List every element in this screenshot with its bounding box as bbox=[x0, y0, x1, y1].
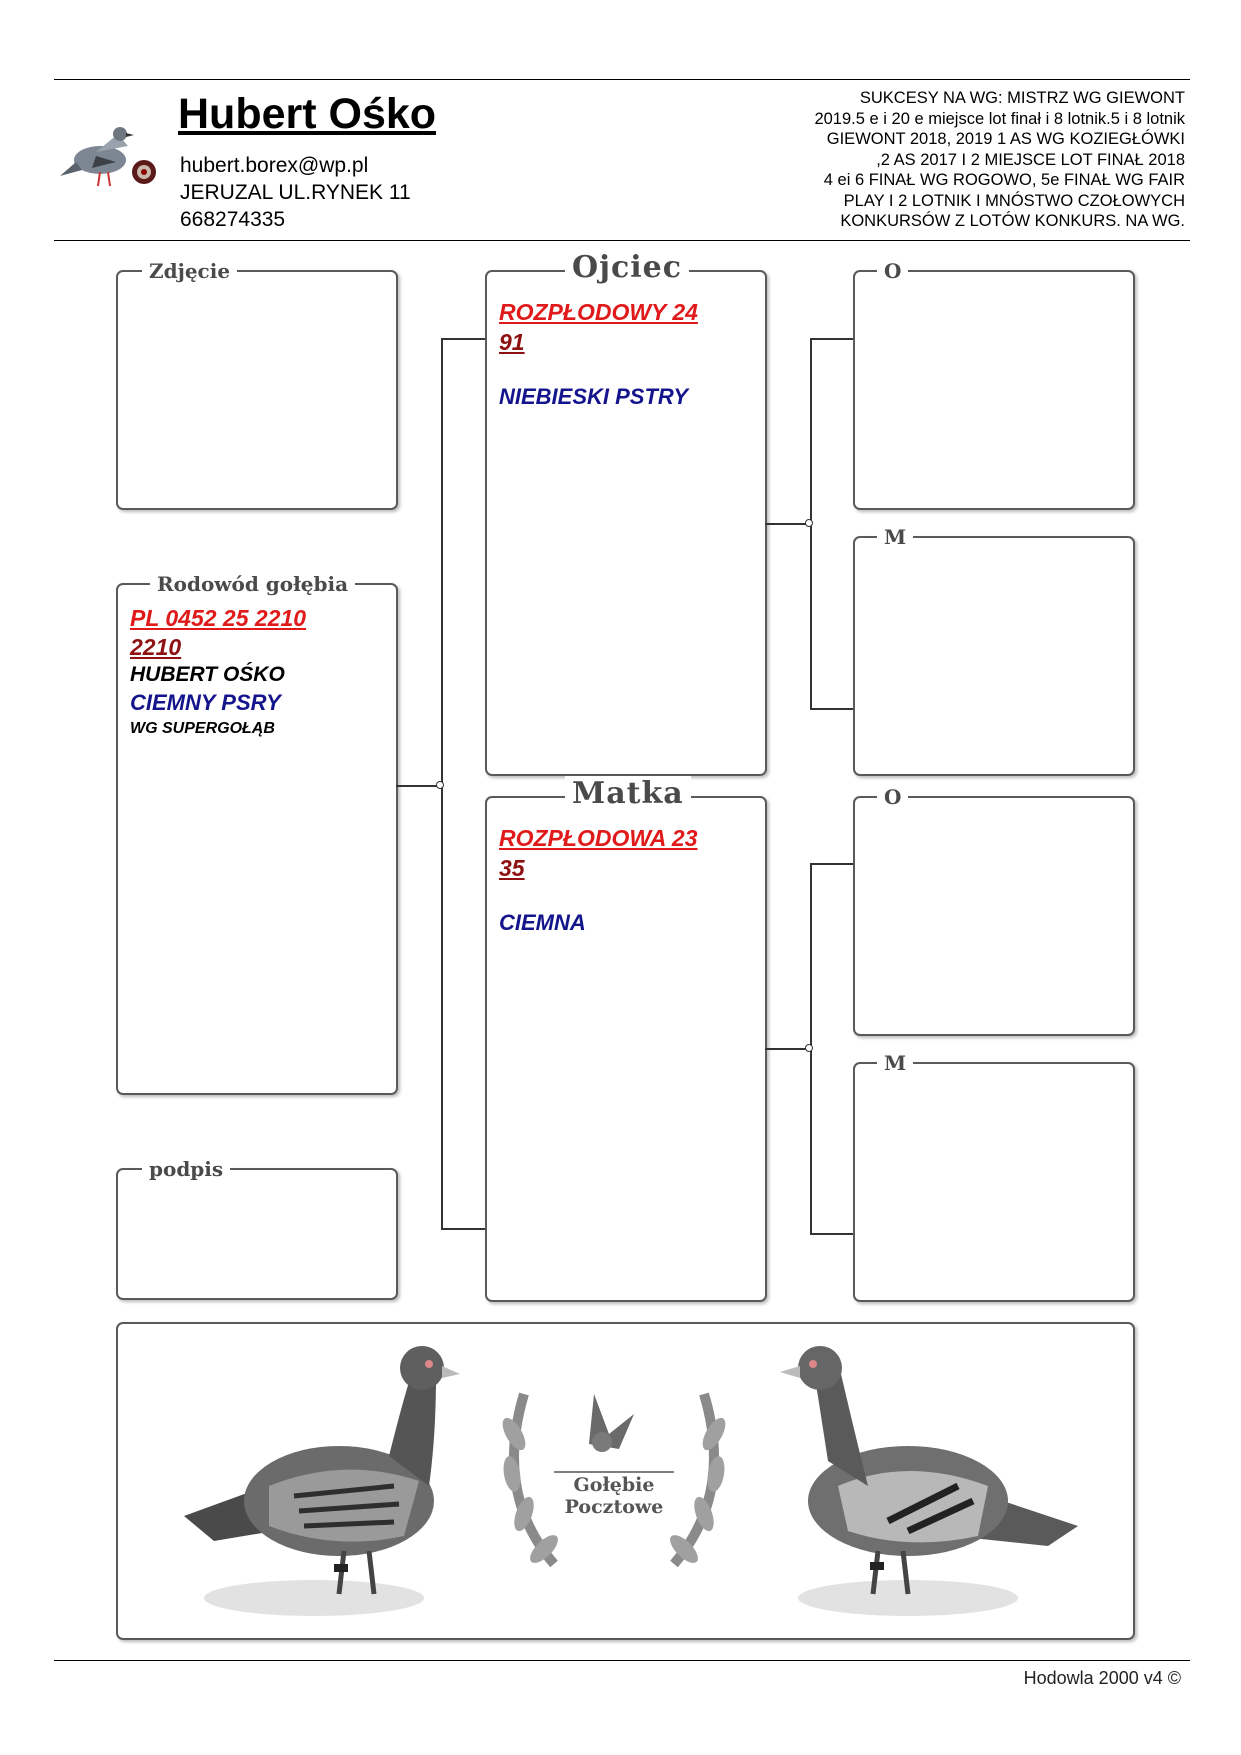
mother-mother-box bbox=[853, 1051, 1135, 1302]
footer-rule bbox=[54, 1660, 1190, 1661]
breeder-address: JERUZAL UL.RYNEK 11 bbox=[180, 181, 411, 204]
pigeon-color: CIEMNY PSRY bbox=[130, 690, 281, 715]
connector-node bbox=[805, 1044, 813, 1052]
pigeon-logo-icon bbox=[56, 112, 172, 196]
mother-father-box bbox=[853, 785, 1135, 1036]
pedigree-box bbox=[116, 572, 398, 1095]
connector-node bbox=[805, 519, 813, 527]
mother-box bbox=[485, 776, 767, 1302]
connector-mother-out bbox=[765, 1048, 810, 1050]
connector-father-out bbox=[765, 523, 810, 525]
connector-to-ff bbox=[810, 338, 853, 340]
father-color: NIEBIESKI PSTRY bbox=[499, 384, 689, 409]
signature-label: podpis bbox=[142, 1157, 230, 1181]
mother-label: Matka bbox=[565, 776, 691, 811]
breeder-email: hubert.borex@wp.pl bbox=[180, 154, 369, 177]
header-rule bbox=[54, 240, 1190, 241]
mother-line2: 35 bbox=[499, 855, 525, 881]
connector-to-father bbox=[441, 338, 485, 340]
photo-label: Zdjęcie bbox=[142, 259, 237, 283]
father-father-box bbox=[853, 259, 1135, 510]
wreath-logo-icon bbox=[484, 1354, 744, 1584]
mother-color: CIEMNA bbox=[499, 910, 586, 935]
photo-box bbox=[116, 259, 398, 510]
father-label: Ojciec bbox=[565, 250, 689, 285]
logo-line2: Pocztowe bbox=[564, 1496, 664, 1518]
father-line2: 91 bbox=[499, 329, 525, 355]
mother-father-label: O bbox=[877, 785, 908, 809]
pigeon-note: WG SUPERGOŁĄB bbox=[130, 720, 275, 737]
pigeon-owner: HUBERT OŚKO bbox=[130, 663, 285, 686]
pigeon-right-icon bbox=[758, 1336, 1088, 1626]
signature-box bbox=[116, 1157, 398, 1300]
mother-line1: ROZPŁODOWA 23 bbox=[499, 825, 698, 851]
top-rule bbox=[54, 79, 1190, 80]
father-mother-box bbox=[853, 525, 1135, 776]
pigeon-ring-line1: PL 0452 25 2210 bbox=[130, 605, 307, 631]
illustration-box bbox=[116, 1322, 1135, 1640]
logo-line1: Gołębie bbox=[573, 1474, 655, 1496]
pigeon-ring-line2: 2210 bbox=[130, 634, 182, 660]
connector-to-fm bbox=[810, 708, 853, 710]
father-mother-label: M bbox=[877, 525, 913, 549]
breeder-name: Hubert Ośko bbox=[178, 90, 437, 138]
father-line1: ROZPŁODOWY 24 bbox=[499, 299, 698, 325]
pigeon-left-icon bbox=[174, 1336, 474, 1626]
father-box bbox=[485, 250, 767, 776]
footer-credit: Hodowla 2000 v4 © bbox=[1023, 1668, 1181, 1688]
connector-to-mother bbox=[441, 1228, 485, 1230]
pedigree-label: Rodowód gołębia bbox=[150, 572, 355, 596]
father-father-label: O bbox=[877, 259, 908, 283]
connector-pedigree-out bbox=[396, 785, 441, 787]
mother-mother-label: M bbox=[877, 1051, 913, 1075]
connector-to-mf bbox=[810, 863, 853, 865]
achievements-text: SUKCESY NA WG: MISTRZ WG GIEWONT 2019.5 e i 20 e miejsce lot finał i 8 lotnik.5 i 8 lotnik GIEWONT 2018, 2019 1 AS WG KOZIEGŁÓWKI ,2 AS 2017 I 2 MIEJSCE LOT FINAŁ 2018 4 ei 6 FINAŁ WG ROGOWO, 5e FINAŁ WG FAIR PLAY I 2 LOTNIK I MNÓSTWO CZOŁOWYCH KONKURSÓW Z LOTÓW KONKURS. NA WG. bbox=[814, 89, 1185, 230]
breeder-phone: 668274335 bbox=[180, 208, 286, 231]
connector-node bbox=[436, 781, 444, 789]
connector-to-mm bbox=[810, 1233, 853, 1235]
